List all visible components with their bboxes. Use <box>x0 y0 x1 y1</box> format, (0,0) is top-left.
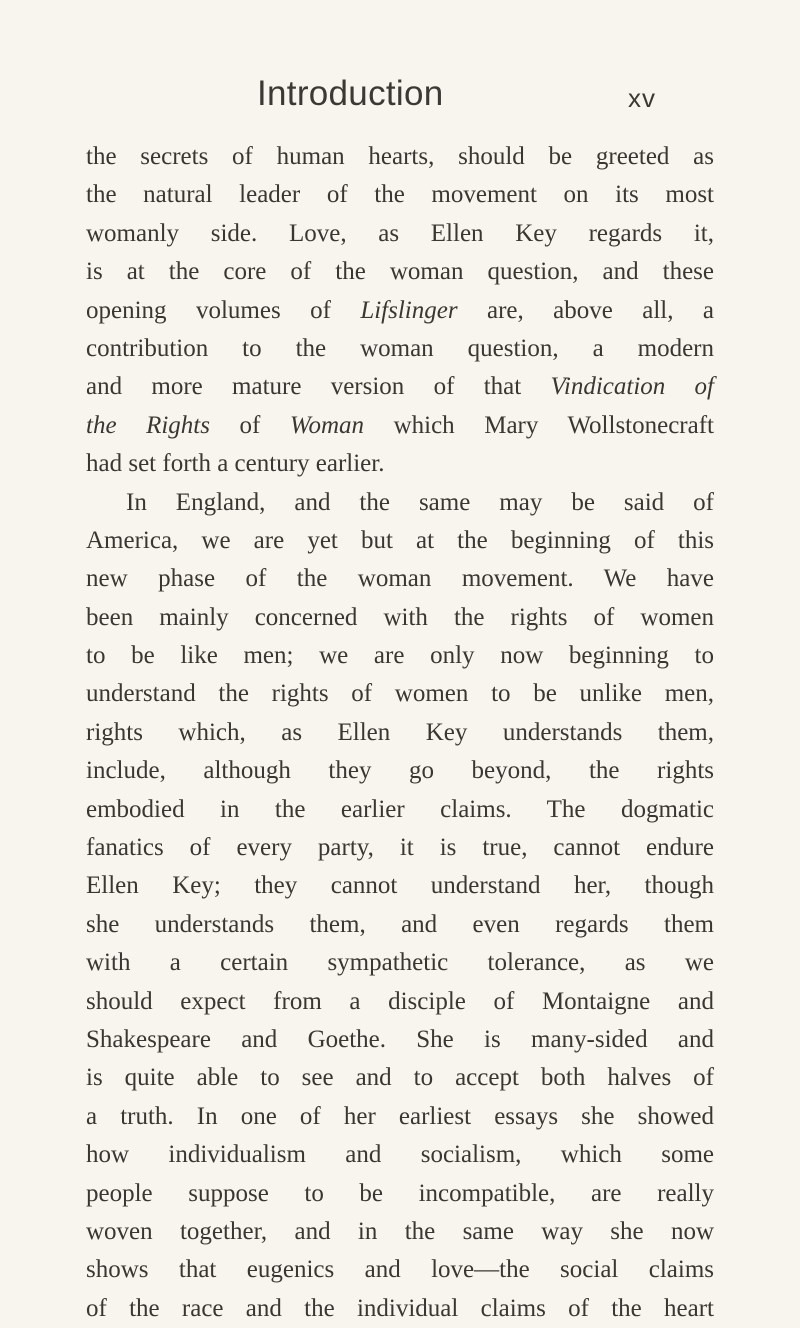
text-line <box>86 215 714 253</box>
text-segment: is quite able to see and to accept both halves of <box>86 1064 714 1092</box>
text-segment: are, above all, a <box>457 296 714 324</box>
text-segment: to be like men; we are only now beginning to <box>86 642 714 670</box>
text-line <box>86 1059 714 1097</box>
text-segment: had set forth a century earlier. <box>86 450 385 478</box>
text-line <box>86 944 714 982</box>
italic-title-segment: the Rights <box>86 411 210 439</box>
text-segment: the secrets of human hearts, should be greeted as <box>86 143 714 170</box>
running-head-title: Introduction <box>257 74 444 113</box>
text-segment: contribution to the woman question, a modern <box>86 334 714 362</box>
text-line <box>86 829 714 867</box>
text-line <box>86 560 714 598</box>
text-segment: a truth. In one of her earliest essays she showed <box>86 1102 714 1130</box>
text-line <box>86 1213 714 1251</box>
text-segment: Ellen Key; they cannot understand her, though <box>86 872 714 900</box>
text-segment: of <box>209 411 290 439</box>
text-line <box>86 407 714 445</box>
text-segment: new phase of the woman movement. We have <box>86 565 714 593</box>
text-segment: which Mary Wollstonecraft <box>364 411 715 439</box>
text-line <box>86 791 714 829</box>
text-segment: Shakespeare and Goethe. She is many-sided and <box>86 1025 714 1053</box>
text-line <box>86 1136 714 1174</box>
text-line <box>86 599 714 637</box>
text-segment: with a certain sympathetic tolerance, as we <box>86 949 714 977</box>
text-line <box>86 1290 714 1328</box>
text-segment: understand the rights of women to be unlike men, <box>86 680 714 708</box>
text-line <box>86 176 714 214</box>
text-line <box>86 1021 714 1059</box>
text-line <box>86 867 714 905</box>
text-line <box>86 752 714 790</box>
text-segment: include, although they go beyond, the rights <box>86 757 714 785</box>
text-line <box>86 1251 714 1289</box>
text-segment: she understands them, and even regards them <box>86 910 714 938</box>
body-text <box>86 138 714 1328</box>
text-segment: people suppose to be incompatible, are really <box>86 1179 714 1207</box>
text-segment: woven together, and in the same way she now <box>86 1217 714 1245</box>
text-line <box>86 368 714 406</box>
text-line <box>86 1175 714 1213</box>
italic-title-segment: Vindication of <box>550 373 714 401</box>
text-segment: embodied in the earlier claims. The dogmatic <box>86 795 714 823</box>
text-line <box>86 484 714 522</box>
text-segment: and more mature version of that <box>86 373 551 401</box>
text-segment: rights which, as Ellen Key understands them, <box>86 718 714 746</box>
text-segment: womanly side. Love, as Ellen Key regards it, <box>86 219 714 247</box>
text-segment: fanatics of every party, it is true, cannot endure <box>86 834 714 862</box>
text-line <box>86 292 714 330</box>
text-segment: the natural leader of the movement on its most <box>86 181 714 209</box>
italic-title-segment: Lifslinger <box>360 296 458 324</box>
text-segment: shows that eugenics and love—the social claims <box>86 1256 714 1284</box>
text-line <box>86 637 714 675</box>
text-segment: should expect from a disciple of Montaigne and <box>86 987 714 1015</box>
running-head <box>0 72 800 116</box>
text-segment: In England, and the same may be said of <box>126 488 714 516</box>
text-line <box>86 714 714 752</box>
italic-title-segment: Woman <box>289 411 365 439</box>
text-segment: how individualism and socialism, which some <box>86 1141 714 1169</box>
text-line <box>86 906 714 944</box>
text-line <box>86 253 714 291</box>
text-segment: is at the core of the woman question, and these <box>86 258 714 286</box>
text-line <box>86 1098 714 1136</box>
text-segment: been mainly concerned with the rights of women <box>86 603 714 631</box>
text-line <box>86 522 714 560</box>
text-line <box>86 138 714 176</box>
page-number: xv <box>628 83 656 113</box>
text-segment: of the race and the individual claims of the heart <box>86 1294 714 1322</box>
text-segment: opening volumes of <box>86 296 361 324</box>
text-line <box>86 445 714 483</box>
text-segment: America, we are yet but at the beginning of this <box>86 526 714 554</box>
text-line <box>86 330 714 368</box>
text-line <box>86 983 714 1021</box>
text-line <box>86 675 714 713</box>
